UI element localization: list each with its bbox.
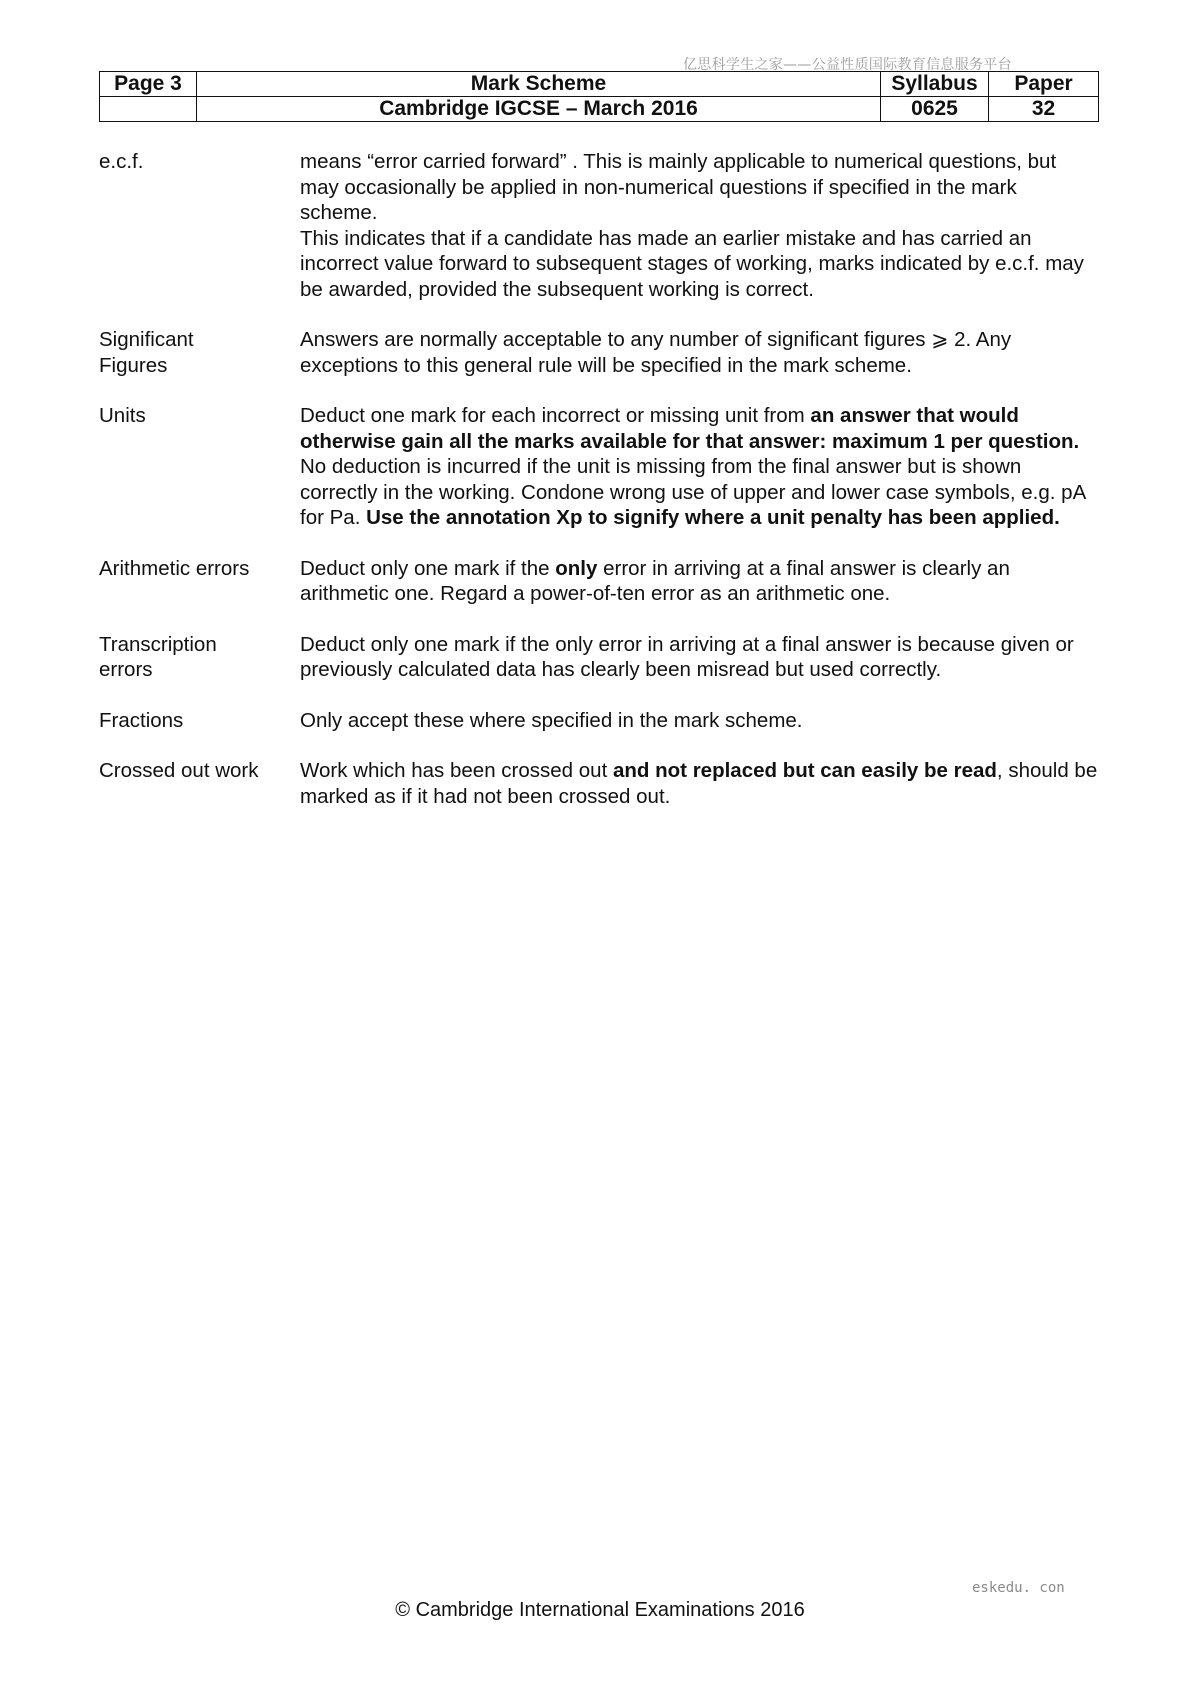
rule-term: e.c.f.	[99, 150, 144, 173]
footer-copyright: © Cambridge International Examinations 2016	[395, 1599, 805, 1621]
rule-ecf	[99, 149, 1099, 302]
rule-text: , should be marked as if it had not been crossed out.	[300, 759, 1098, 808]
rule-description: Only accept these where specified in the mark scheme.	[300, 708, 803, 732]
syllabus-value: 0625	[881, 97, 989, 122]
footer-site-watermark: eskedu. con	[972, 1580, 1065, 1596]
page-number: Page 3	[100, 72, 197, 97]
rule-transcription-errors	[99, 632, 1099, 683]
rule-term: Fractions	[99, 708, 184, 732]
paper-label: Paper	[989, 72, 1099, 97]
rule-fractions	[99, 708, 1099, 734]
rule-bold-text: an answer that would otherwise gain all the marks available for that answer: maximum 1 per question.	[300, 404, 1080, 453]
document-title: Mark Scheme	[197, 72, 881, 97]
rule-term-line: Transcription	[99, 632, 217, 656]
rule-description	[300, 149, 1099, 302]
watermark-text: 亿思科学生之家——公益性质国际教育信息服务平台	[683, 57, 1012, 73]
rule-term-line: errors	[99, 658, 153, 681]
rule-description: Deduct only one mark if the only error in arriving at a final answer is because given or previously calculated data has clearly been misread but used correctly.	[300, 632, 1074, 681]
rule-text: Work which has been crossed out	[300, 759, 613, 782]
rule-description: Answers are normally acceptable to any number of significant figures ⩾ 2. Any exceptions to this general rule will be specified in the mark scheme.	[300, 328, 1012, 377]
rule-term	[99, 327, 300, 378]
rule-significant-figures	[99, 327, 1099, 378]
paper-value: 32	[989, 97, 1099, 122]
rule-units	[99, 403, 1099, 531]
rule-term-line: Figures	[99, 353, 168, 377]
syllabus-label: Syllabus	[881, 72, 989, 97]
rule-paragraph: This indicates that if a candidate has made an earlier mistake and has carried an incorrect value forward to subsequent stages of working, marks indicated by e.c.f. may be awarded, provided the subsequent working is correct.	[300, 226, 1084, 301]
rule-description	[300, 403, 1099, 531]
rule-arithmetic-errors	[99, 556, 1099, 607]
rule-description	[300, 556, 1099, 607]
rule-bold-text: and not replaced but can easily be read	[612, 759, 997, 782]
rule-text: No deduction is incurred if the unit is missing from the final answer but is shown correctly in the working. Condone wrong use of upper and lower case symbols, e.g. pA for Pa.	[300, 455, 1086, 529]
rule-crossed-out-work	[99, 758, 1099, 809]
mark-scheme-rules	[99, 149, 1099, 834]
rule-bold-text: Use the annotation Xp to signify where a unit penalty has been applied.	[366, 506, 1060, 529]
rule-text: Deduct one mark for each incorrect or missing unit from	[300, 404, 811, 427]
rule-text: Deduct only one mark if the	[300, 556, 556, 580]
document-header-table	[99, 71, 1099, 122]
rule-bold-text: only	[555, 556, 598, 580]
rule-description	[300, 758, 1099, 809]
rule-term-line: Significant	[99, 328, 194, 351]
rule-paragraph: means “error carried forward” . This is mainly applicable to numerical questions, but may occasionally be applied in non-numerical questions if specified in the mark scheme.	[300, 150, 1057, 224]
rule-term: Arithmetic errors	[99, 556, 250, 580]
document-subtitle: Cambridge IGCSE – March 2016	[197, 97, 881, 122]
rule-term: Units	[99, 404, 146, 427]
empty-cell	[100, 97, 197, 122]
rule-text: error in arriving at a final answer is clearly an arithmetic one. Regard a power-of-ten error as an arithmetic one.	[300, 556, 1010, 605]
rule-term	[99, 632, 300, 683]
rule-term: Crossed out work	[99, 759, 259, 782]
